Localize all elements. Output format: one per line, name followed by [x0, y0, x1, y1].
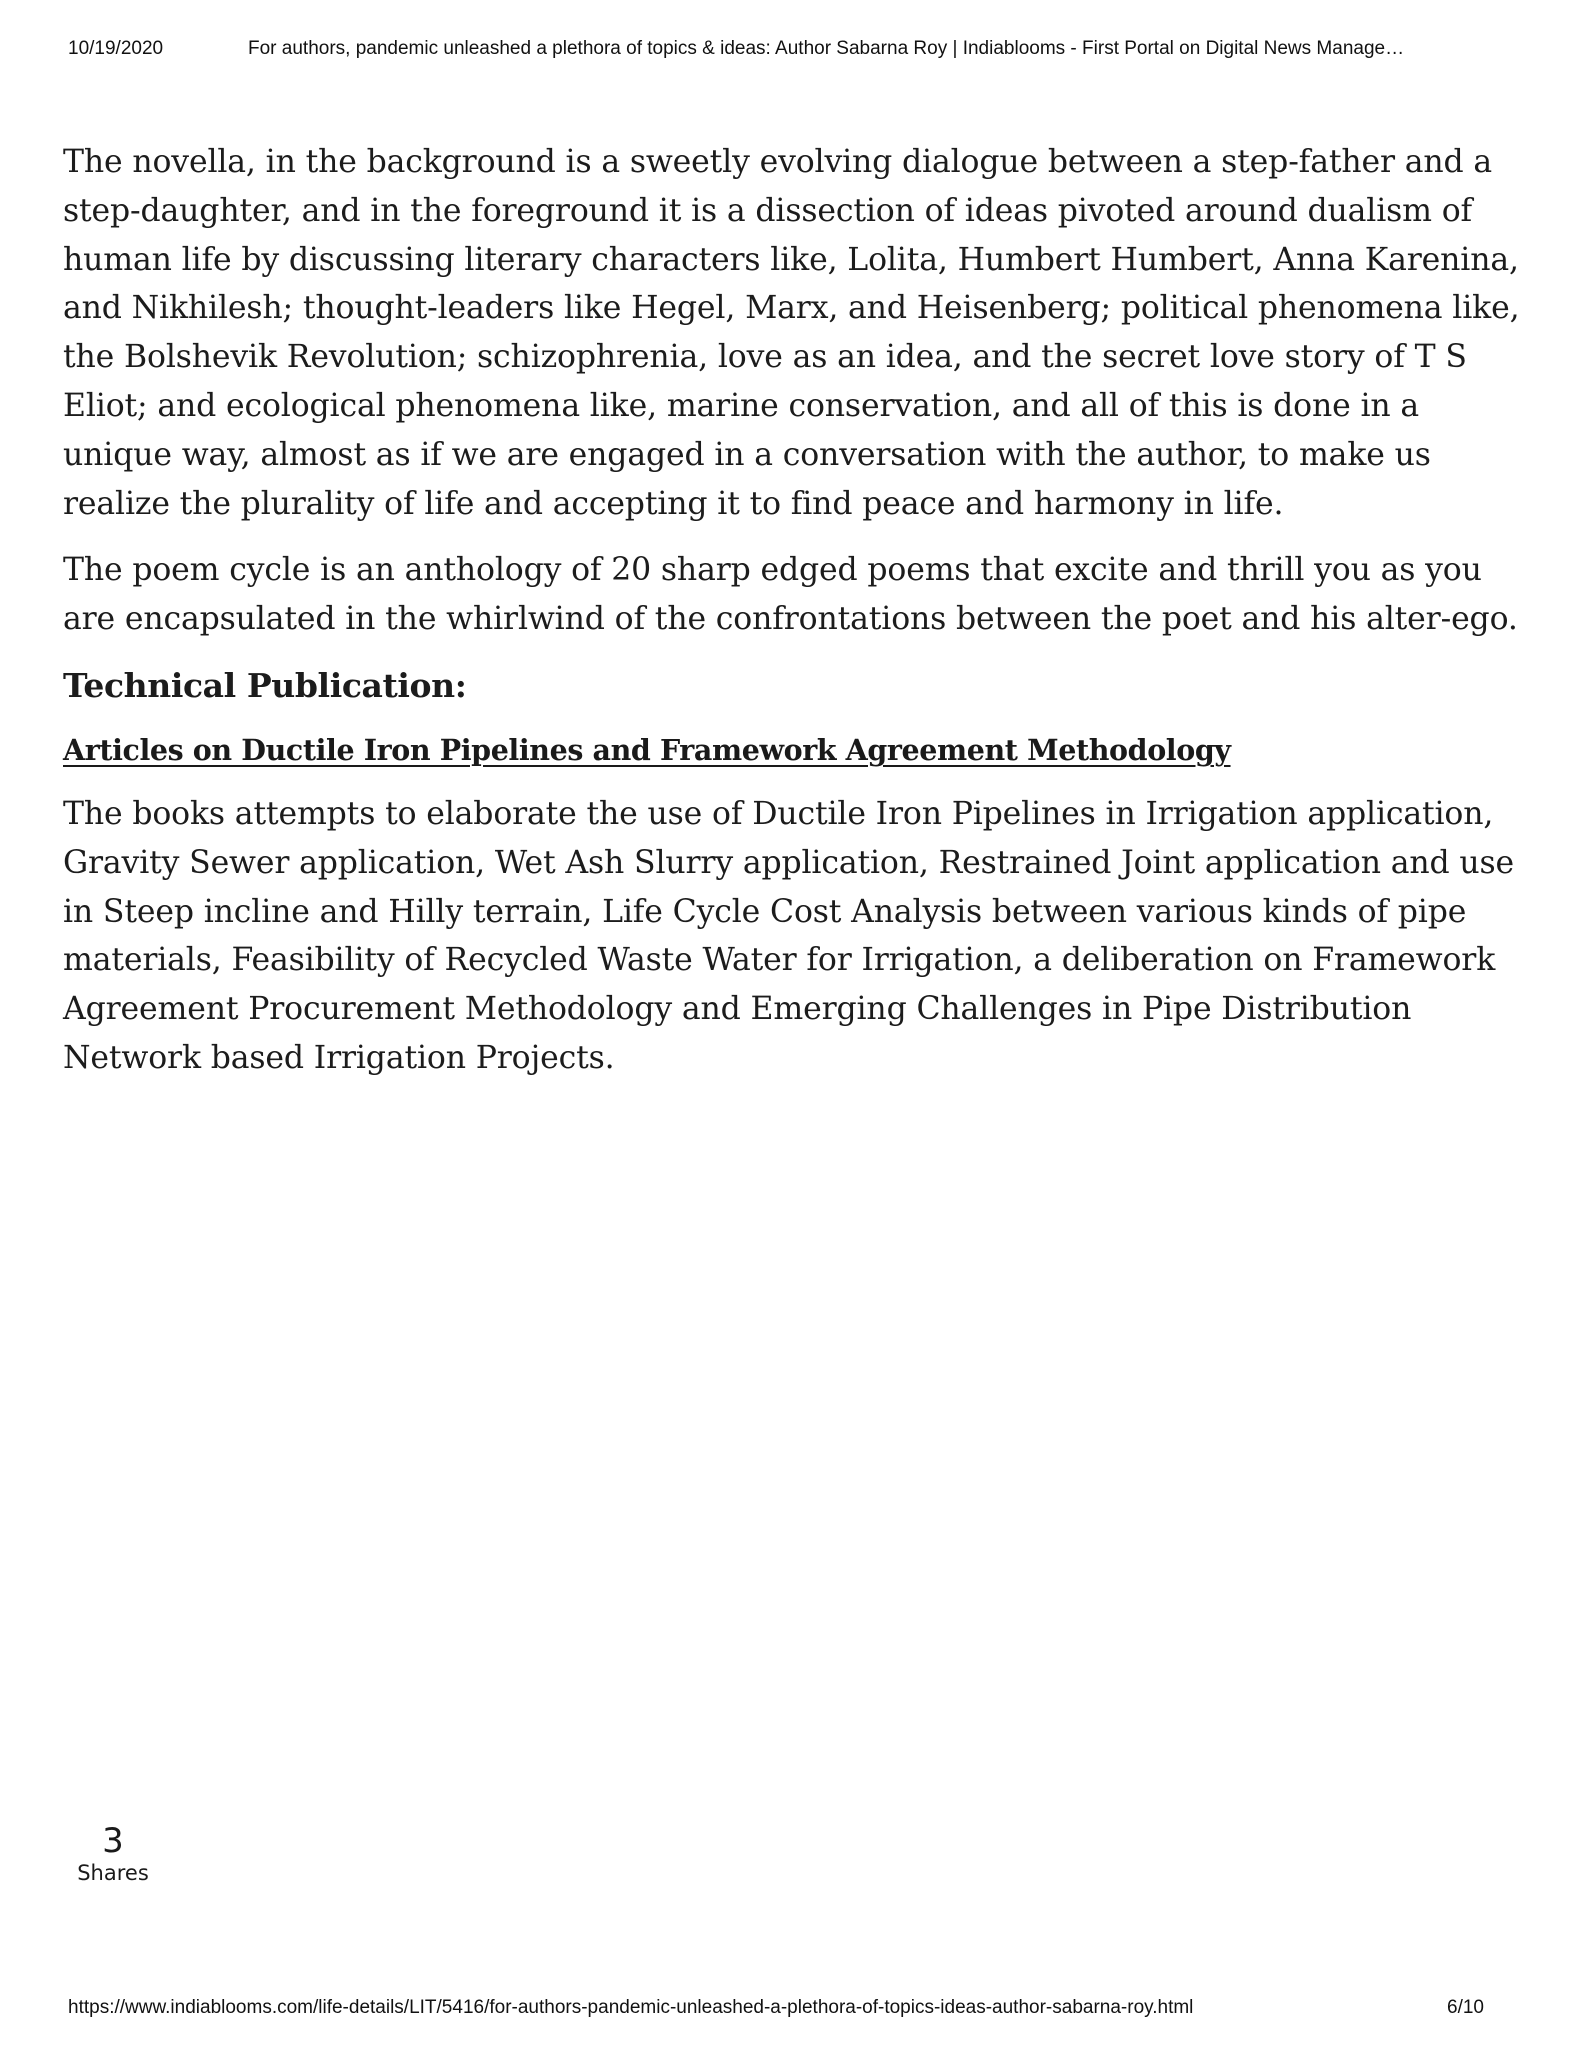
print-page-title: For authors, pandemic unleashed a plethora of topics & ideas: Author Sabarna Roy | Indiablooms - First Portal on Digital News Manage… — [248, 38, 1405, 59]
poem-cycle-paragraph: The poem cycle is an anthology of 20 sharp edged poems that excite and thrill you as you are encapsulated in the whirlwind of the confrontations between the poet and his alter-ego. — [63, 552, 1518, 638]
book-title-link-wrapper — [63, 728, 1523, 772]
technical-publication-heading: Technical Publication: — [63, 665, 467, 705]
print-page-number: 6/10 — [1447, 1997, 1484, 2018]
share-counter[interactable] — [72, 1822, 154, 1886]
print-header — [68, 38, 1514, 66]
book-description-paragraph: The books attempts to elaborate the use of Ductile Iron Pipelines in Irrigation application, Gravity Sewer application, Wet Ash Slurry application, Restrained Joint application and use in Steep incline and Hilly terrain, Life Cycle Cost Analysis between various kinds of pipe materials, Feasibility of Recycled Waste Water for Irrigation, a deliberation on Framework Agreement Procurement Methodology and Emerging Challenges in Pipe Distribution Network based Irrigation Projects. — [63, 795, 1515, 1076]
share-label: Shares — [77, 1861, 149, 1885]
print-url: https://www.indiablooms.com/life-details/LIT/5416/for-authors-pandemic-unleashed-a-plethora-of-topics-ideas-author-sabarna-roy.html — [68, 1997, 1194, 2018]
print-footer — [68, 1997, 1514, 2023]
article-body — [63, 138, 1523, 1101]
novella-paragraph: The novella, in the background is a sweetly evolving dialogue between a step-father and a step-daughter, and in the foreground it is a dissection of ideas pivoted around dualism of human life by discussing literary characters like, Lolita, Humbert Humbert, Anna Karenina, and Nikhilesh; thought-leaders like Hegel, Marx, and Heisenberg; political phenomena like, the Bolshevik Revolution; schizophrenia, love as an idea, and the secret love story of T S Eliot; and ecological phenomena like, marine conservation, and all of this is done in a unique way, almost as if we are engaged in a conversation with the author, to make us realize the plurality of life and accepting it to find peace and harmony in life. — [63, 144, 1520, 522]
print-date: 10/19/2020 — [68, 38, 164, 59]
share-count: 3 — [102, 1821, 124, 1861]
book-title-link[interactable]: Articles on Ductile Iron Pipelines and Framework Agreement Methodology — [63, 732, 1231, 767]
